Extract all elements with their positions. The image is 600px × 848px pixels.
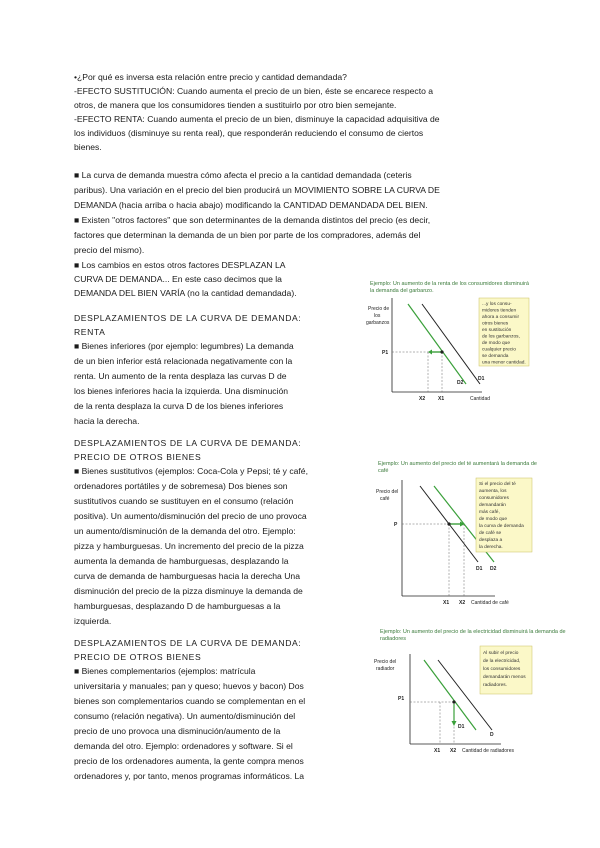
fig1-note-1: ...y los consu-: [482, 302, 512, 307]
fig2-note-9: desplaza a: [479, 538, 503, 543]
sust-heading-2: PRECIO DE OTROS BIENES: [74, 452, 202, 462]
fig1-demand-curve-old: [422, 304, 480, 384]
fig3-note-3: los consumidores: [483, 667, 521, 672]
fig1-note-7: de modo que: [482, 341, 511, 346]
fig3-arrow-head: [452, 721, 457, 726]
fig1-ylabel-1: Precio de: [368, 306, 390, 312]
fig3-note-2: de la electricidad,: [483, 659, 521, 664]
fig1-note-4: otros bienes: [482, 321, 509, 327]
fig3-note-5: radiadores.: [483, 683, 507, 688]
sust-text-2: ordenadores portátiles y de sobremesa) Dos bienes son: [74, 481, 288, 491]
fig2-note-10: la derecha.: [479, 545, 503, 550]
fig2-note-2: aumenta, los: [479, 489, 507, 494]
fig1-note-8: cualquier precio: [482, 347, 516, 353]
fig3-p-label: P1: [398, 696, 405, 702]
sust-text-8: curva de demanda de hamburguesas hacia la derecha Una: [74, 571, 300, 581]
fig1-d1-label: D1: [478, 376, 485, 382]
comp-text-4: consumo (relación negativa). Un aumento/disminución del: [74, 711, 296, 721]
fig3-demand-curve-new: [424, 660, 476, 730]
fig2-ylabel-2: café: [380, 496, 390, 502]
fig1-x2-label: X2: [419, 396, 426, 402]
fig3-ylabel-1: Precio del: [374, 659, 397, 665]
fig1-note-10: una menor cantidad.: [482, 360, 526, 366]
fig2-title-1: Ejemplo: Un aumento del precio del té aumentará la demanda de: [378, 461, 537, 467]
curve-line-8: CURVA DE DEMANDA... En este caso decimos que la: [74, 274, 282, 284]
comp-text-6: demanda del otro. Ejemplo: ordenadores y software. Si el: [74, 741, 293, 751]
curve-line-7: ■ Los cambios en estos otros factores DESPLAZAN LA: [74, 260, 286, 270]
sust-text-7: aumenta la demanda de hamburguesas, desplazando la: [74, 556, 289, 566]
fig1-note-5: en sustitución: [482, 328, 512, 333]
fig3-title-2: radiadores: [380, 636, 406, 642]
fig1-note-9: se demanda: [482, 354, 509, 359]
comp-text-7: precio de los ordenadores aumenta, la gente compra menos: [74, 756, 304, 766]
sustitucion-line-1: -EFECTO SUSTITUCIÓN: Cuando aumenta el precio de un bien, éste se encarece respecto a: [74, 86, 434, 96]
figure-renta: [362, 276, 532, 416]
curve-line-4: ■ Existen "otros factores" que son determinantes de la demanda distintos del precio (es decir,: [74, 215, 431, 225]
fig1-arrow-head: [428, 350, 432, 355]
fig1-x1-label: X1: [438, 396, 445, 402]
comp-text-1: ■ Bienes complementarios (ejemplos: matrícula: [74, 666, 256, 676]
renta-text-5: de la renta desplaza la curva D de los bienes inferiores: [74, 401, 284, 411]
renta-text-3: renta. Un aumento de la renta desplaza las curvas D de: [74, 371, 287, 381]
fig2-note-6: de modo que: [479, 517, 508, 522]
fig1-ylabel-2: los: [374, 313, 381, 319]
renta-text-2: de un bien inferior está relacionada negativamente con la: [74, 356, 293, 366]
sust-text-9: disminución del precio de la pizza disminuye la demanda de: [74, 586, 303, 596]
fig2-note-4: demandarán: [479, 503, 506, 508]
fig2-d1-label: D1: [476, 566, 483, 572]
sust-text-5: un aumento/disminución de la demanda del otro. Ejemplo:: [74, 526, 296, 536]
comp-text-5: precio de uno provoca una disminución/aumento de la: [74, 726, 281, 736]
fig2-x1-label: X1: [443, 600, 450, 606]
fig1-xlabel: Cantidad: [470, 396, 491, 402]
curve-line-9: DEMANDA DEL BIEN VARÍA (no la cantidad demandada).: [74, 288, 297, 298]
fig1-point: [440, 350, 443, 353]
fig3-point: [452, 700, 455, 703]
fig1-note-6: de los garbanzos,: [482, 334, 520, 340]
sust-text-4: positiva). Un aumento/disminución del precio de uno provoca: [74, 511, 307, 521]
sustitucion-line-2: otros, de manera que los consumidores tienden a sustituirlo por otro bien semejante.: [74, 100, 397, 110]
fig3-note-1: Al subir el precio: [483, 651, 519, 656]
fig1-ylabel-3: garbanzos: [366, 320, 390, 326]
fig3-ylabel-2: radiador: [376, 666, 395, 672]
fig2-x2-label: X2: [459, 600, 466, 606]
fig2-title-2: café: [378, 468, 389, 474]
sust-heading-1: DESPLAZAMIENTOS DE LA CURVA DE DEMANDA:: [74, 438, 302, 448]
fig1-d2-label: D2: [457, 380, 464, 386]
curve-line-2: paribus). Una variación en el precio del bien producirá un MOVIMIENTO SOBRE LA CURVA DE: [74, 185, 440, 195]
fig2-note-3: consumidores: [479, 496, 509, 501]
fig1-note-2: midores tienden: [482, 308, 517, 314]
sust-text-3: sustitutivos cuando se sustituyen en el consumo (relación: [74, 496, 294, 506]
figure-complementarios: [366, 626, 566, 760]
figure-sustitutivos: [370, 458, 535, 608]
fig3-xlabel: Cantidad de radiadores: [462, 748, 514, 754]
fig1-note-3: ahora a consumir: [482, 315, 520, 320]
comp-text-3: bienes son complementarios cuando se complementan en el: [74, 696, 306, 706]
fig3-d1-label: D1: [458, 724, 465, 730]
fig1-title-1: Ejemplo: Un aumento de la renta de los consumidores disminuirá: [370, 281, 529, 287]
renta-text-1: ■ Bienes inferiores (por ejemplo: legumbres) La demanda: [74, 341, 294, 351]
fig3-x1-label: X1: [434, 748, 441, 754]
renta-line-1: -EFECTO RENTA: Cuando aumenta el precio de un bien, disminuye la capacidad adquisitiva de: [74, 114, 440, 124]
comp-heading-1: DESPLAZAMIENTOS DE LA CURVA DE DEMANDA:: [74, 638, 302, 648]
renta-heading-2: RENTA: [74, 327, 106, 337]
fig2-p-label: P: [394, 522, 398, 528]
fig1-title-2: la demanda del garbanzo.: [370, 288, 434, 294]
renta-line-3: bienes.: [74, 142, 102, 152]
fig2-note-7: la curva de demanda: [479, 524, 524, 529]
curve-line-3: DEMANDA (hacia arriba o hacia abajo) modificando la CANTIDAD DEMANDADA DEL BIEN.: [74, 200, 428, 210]
fig1-demand-curve-new: [408, 304, 466, 384]
renta-line-2: los individuos (disminuye su renta real), que responderán reduciendo el consumo de ciertos: [74, 128, 424, 138]
fig2-note-5: más café,: [479, 510, 500, 515]
curve-line-1: ■ La curva de demanda muestra cómo afecta el precio a la cantidad demandada (ceteris: [74, 170, 412, 180]
comp-heading-2: PRECIO DE OTROS BIENES: [74, 652, 202, 662]
sust-text-10: hamburguesas, desplazando D de hamburguesas a la: [74, 601, 281, 611]
renta-text-6: hacia la derecha.: [74, 416, 140, 426]
sust-text-11: izquierda.: [74, 616, 112, 626]
curve-line-6: precio del mismo).: [74, 245, 145, 255]
fig2-ylabel-1: Precio del: [376, 489, 399, 495]
comp-text-8: ordenadores y, por tanto, menos programas informáticos. La: [74, 771, 305, 781]
fig2-d2-label: D2: [490, 566, 497, 572]
renta-text-4: los bienes inferiores hacia la izquierda. Una disminución: [74, 386, 289, 396]
fig2-note-8: de café se: [479, 531, 502, 536]
fig1-p-label: P1: [382, 350, 389, 356]
fig2-note-1: Si el precio del té: [479, 482, 516, 487]
fig2-xlabel: Cantidad de café: [471, 600, 509, 606]
fig3-x2-label: X2: [450, 748, 457, 754]
fig3-d2-label: D: [490, 732, 494, 738]
fig3-note-4: demandarán menos: [483, 675, 526, 680]
fig2-point: [447, 522, 450, 525]
comp-text-2: universitaria y manuales; pan y queso; huevos y bacon) Dos: [74, 681, 304, 691]
curve-line-5: factores que determinan la demanda de un bien por parte de los compradores, además del: [74, 230, 421, 240]
sust-text-6: pizza y hamburguesas. Un incremento del precio de la pizza: [74, 541, 304, 551]
fig3-title-1: Ejemplo: Un aumento del precio de la electricidad disminuirá la demanda de: [380, 629, 566, 635]
renta-heading-1: DESPLAZAMIENTOS DE LA CURVA DE DEMANDA:: [74, 313, 302, 323]
sust-text-1: ■ Bienes sustitutivos (ejemplos: Coca-Cola y Pepsi; té y café,: [74, 466, 308, 476]
intro-question: •¿Por qué es inversa esta relación entre precio y cantidad demandada?: [74, 72, 347, 82]
